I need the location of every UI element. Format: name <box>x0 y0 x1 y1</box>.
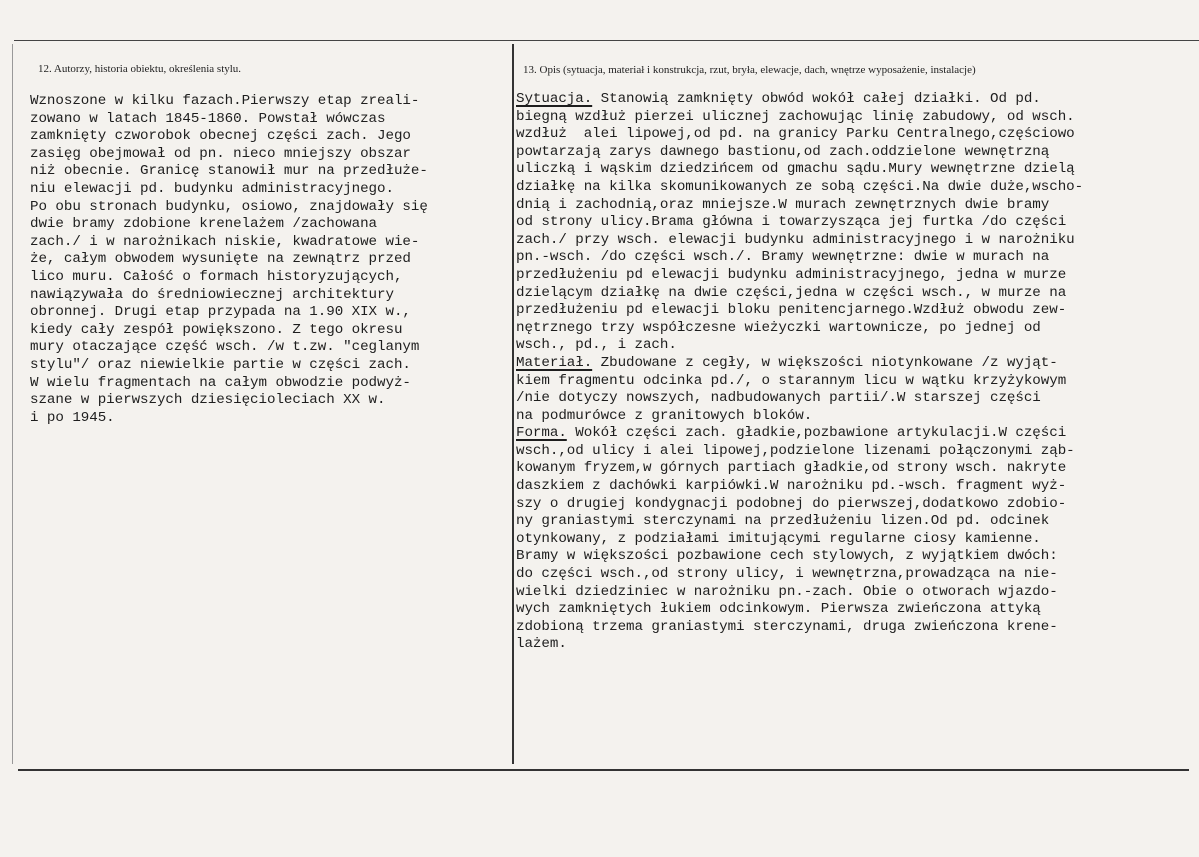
section-first-line <box>516 425 1083 443</box>
left-text-line: kiedy cały zespół powiększono. Z tego okresu <box>30 321 403 338</box>
left-text-line: mury otaczające część wsch. /w t.zw. "ceglanym <box>30 339 420 356</box>
left-text-line: W wielu fragmentach na całym obwodzie podwyż- <box>30 374 411 391</box>
left-text-line: niu elewacji pd. budynku administracyjnego. <box>30 180 394 197</box>
section-first-line-text: Wokół części zach. gładkie,pozbawione artykulacji.W części <box>566 425 1067 442</box>
left-text-line: Po obu stronach budynku, osiowo, znajdowały się <box>30 198 428 215</box>
column-divider <box>512 44 514 764</box>
right-text-line: przedłużeniu pd elewacji budynku administracyjnego, jedna w murze <box>516 266 1067 283</box>
left-text-line: obronnej. Drugi etap przypada na 1.90 XIX w., <box>30 304 411 321</box>
right-text-line: pn.-wsch. /do części wsch./. Bramy wewnętrzne: dwie w murach na <box>516 249 1050 266</box>
top-border-line <box>14 40 1199 41</box>
right-text-line: zdobioną trzema graniastymi sterczynami, druga zwieńczona krene- <box>516 618 1058 635</box>
left-column-heading: 12. Autorzy, historia obiektu, określenia stylu. <box>38 63 242 75</box>
right-text-line: wsch., pd., i zach. <box>516 337 677 354</box>
right-column-text <box>516 91 1083 654</box>
right-text-line: nętrznego trzy współczesne wieżyczki wartownicze, po jednej od <box>516 319 1041 336</box>
right-text-line: kowanym fryzem,w górnych partiach gładkie,od strony wsch. nakryte <box>516 460 1067 477</box>
section-first-line <box>516 91 1083 109</box>
right-text-line: od strony ulicy.Brama główna i towarzysząca jej furtka /do części <box>516 214 1067 231</box>
section-first-line-text: Stanowią zamknięty obwód wokół całej działki. Od pd. <box>592 91 1041 107</box>
right-text-line: dzielącym działkę na dwie części,jedna w części wsch., w murze na <box>516 284 1067 301</box>
right-text-line: wych zamkniętych łukiem odcinkowym. Pierwsza zwieńczona attyką <box>516 601 1041 618</box>
right-text-line: biegną wzdłuż pierzei ulicznej zachowując linię zabudowy, od wsch. <box>516 108 1075 125</box>
left-text-line: i po 1945. <box>30 409 115 426</box>
left-text-line: zamknięty czworobok obecnej części zach. Jego <box>30 128 411 145</box>
left-text-line: zowano w latach 1845-1860. Powstał wówczas <box>30 110 386 127</box>
left-text-line: niż obecnie. Granicę stanowił mur na przedłuże- <box>30 163 428 180</box>
right-text-line: Bramy w większości pozbawione cech stylowych, z wyjątkiem dwóch: <box>516 548 1058 565</box>
section-label: Sytuacja. <box>516 91 593 107</box>
right-text-line: wzdłuż alei lipowej,od pd. na granicy Parku Centralnego,częściowo <box>516 126 1075 143</box>
right-text-line: daszkiem z dachówki karpiówki.W narożniku pd.-wsch. fragment wyż- <box>516 478 1067 495</box>
left-text-line: dwie bramy zdobione krenelażem /zachowana <box>30 216 378 233</box>
left-text-line: zach./ i w narożnikach niskie, kwadratowe wie- <box>30 233 420 250</box>
right-text-line: /nie dotyczy nowszych, nadbudowanych partii/.W starszej części <box>516 390 1041 407</box>
left-text-line: stylu"/ oraz niewielkie partie w części zach. <box>30 356 411 373</box>
right-text-line: szy o drugiej kondygnacji podobnej do pierwszej,dodatkowo zdobio- <box>516 495 1067 512</box>
right-text-line: działkę na kilka skomunikowanych ze sobą części.Na dwie duże,wscho- <box>516 178 1084 195</box>
left-text-line: lico muru. Całość o formach historyzujących, <box>30 268 403 285</box>
right-text-line: otynkowany, z podziałami imitującymi regularne ciosy kamienne. <box>516 530 1041 547</box>
right-text-line: przedłużeniu pd elewacji bloku penitencjarnego.Wzdłuż obwodu zew- <box>516 302 1067 319</box>
right-text-line: wsch.,od ulicy i alei lipowej,podzielone lizenami połączonymi ząb- <box>516 442 1075 459</box>
right-text-line: lażem. <box>516 636 567 653</box>
left-column-text <box>30 93 428 427</box>
right-text-line: zach./ przy wsch. elewacji budynku administracyjnego i w narożniku <box>516 231 1075 248</box>
left-text-line: że, całym obwodem wysunięte na zewnątrz przed <box>30 251 411 268</box>
left-text-line: Wznoszone w kilku fazach.Pierwszy etap zreali- <box>30 93 420 109</box>
right-text-line: dnią i zachodnią,oraz mniejsze.W murach zewnętrznych dwie bramy <box>516 196 1050 213</box>
right-text-line: uliczką i wąskim dziedzińcem od gmachu sądu.Mury wewnętrzne dzielą <box>516 161 1075 178</box>
section-first-line <box>516 355 1083 373</box>
right-text-line: ny graniastymi sterczynami na przedłużeniu lizen.Od pd. odcinek <box>516 513 1050 530</box>
right-text-line: wielki dziedziniec w narożniku pn.-zach. Obie o otworach wjazdo- <box>516 583 1058 600</box>
section-label: Materiał. <box>516 354 593 371</box>
right-text-line: kiem fragmentu odcinka pd./, o starannym licu w wątku krzyżykowym <box>516 372 1067 389</box>
section-label: Forma. <box>516 425 567 442</box>
left-text-line: nawiązywała do średniowiecznej architektury <box>30 286 394 303</box>
right-text-line: do części wsch.,od strony ulicy, i wewnętrzna,prowadząca na nie- <box>516 566 1058 583</box>
left-edge-line <box>12 44 13 764</box>
bottom-border-line <box>18 769 1189 771</box>
right-text-line: powtarzają zarys dawnego bastionu,od zach.oddzielone wewnętrzną <box>516 143 1050 160</box>
section-first-line-text: Zbudowane z cegły, w większości niotynkowane /z wyjąt- <box>592 354 1058 371</box>
left-text-line: zasięg obejmował od pn. nieco mniejszy obszar <box>30 145 411 162</box>
right-column-heading: 13. Opis (sytuacja, materiał i konstrukcja, rzut, bryła, elewacje, dach, wnętrze wyposażenie, instalacje) <box>523 64 976 76</box>
left-text-line: szane w pierwszych dziesięcioleciach XX w. <box>30 392 386 409</box>
right-text-line: na podmurówce z granitowych bloków. <box>516 407 813 424</box>
